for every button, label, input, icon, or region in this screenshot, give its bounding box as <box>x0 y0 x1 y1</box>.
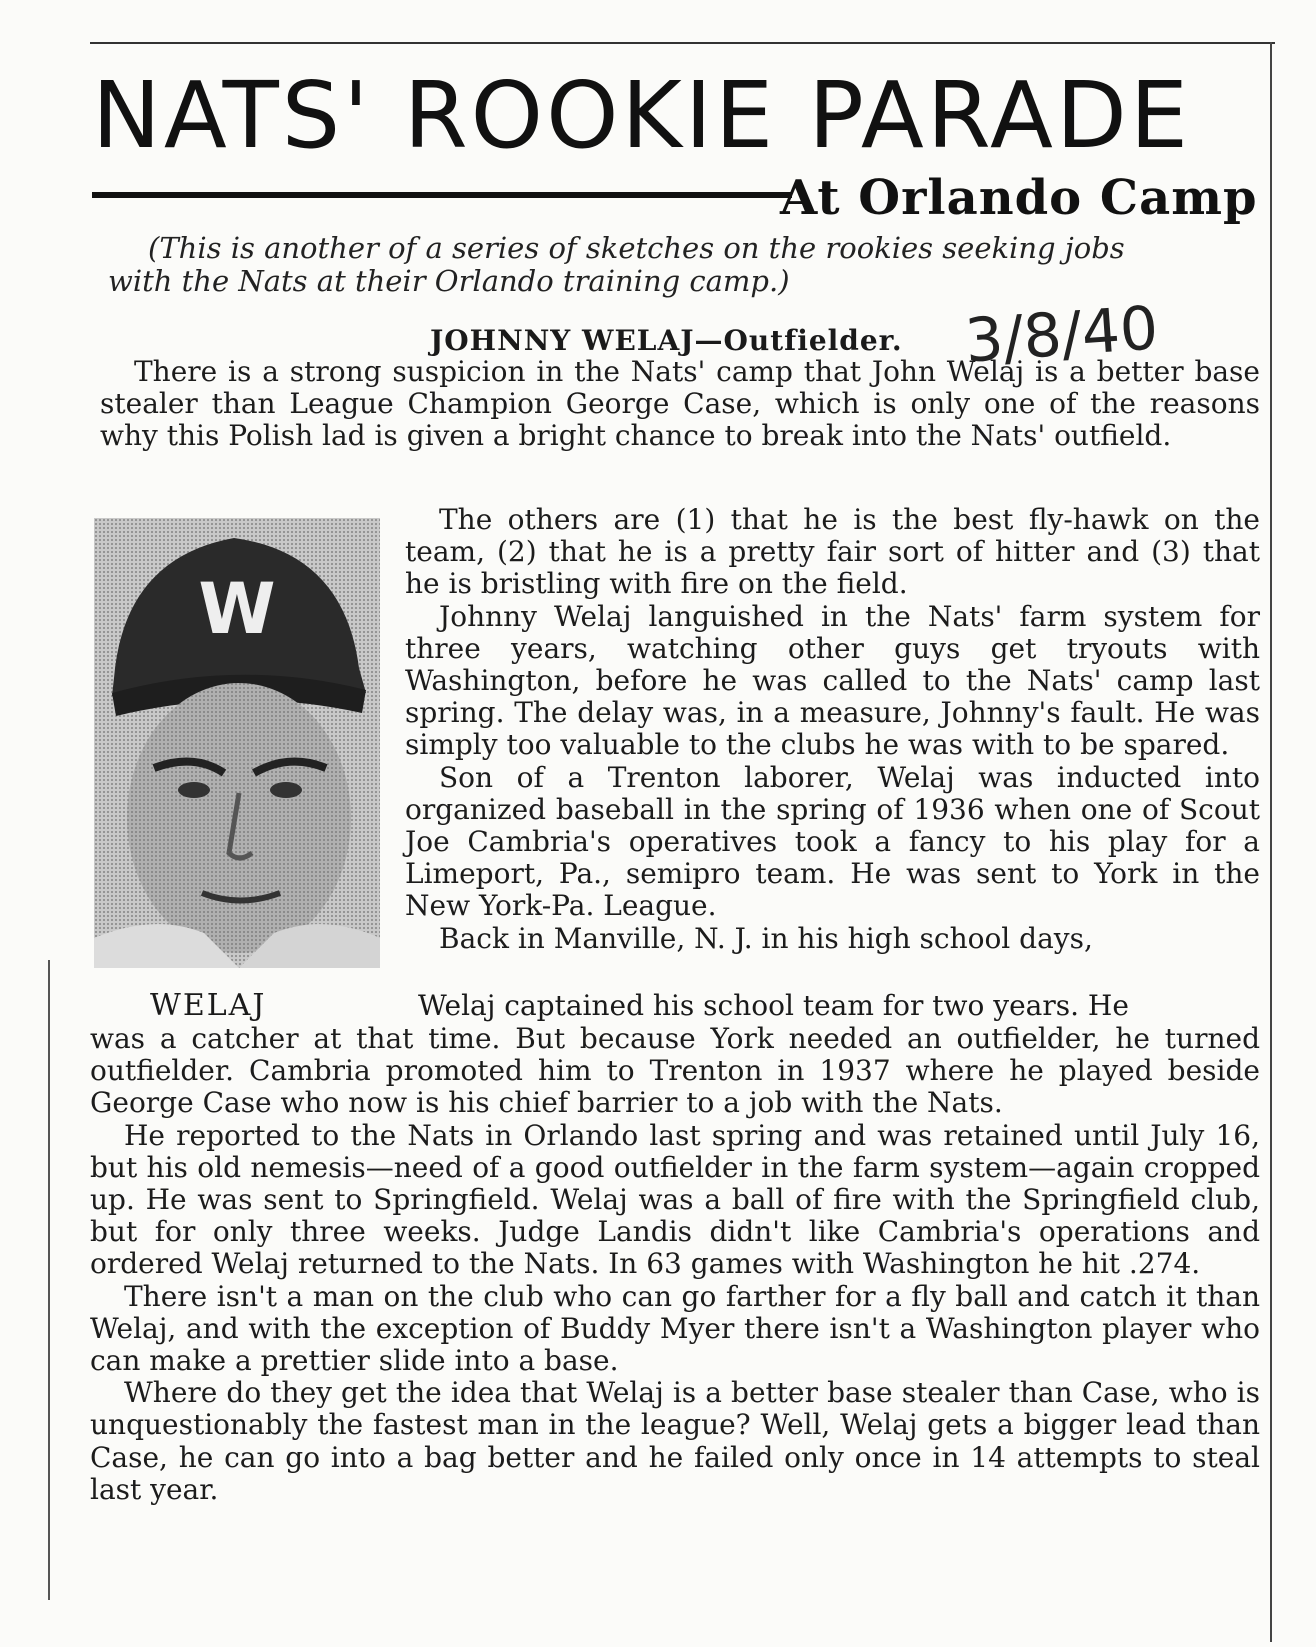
paragraph-6: He reported to the Nats in Orlando last spring and was retained until July 16, but his old nemesis—need of a good outfielder in the farm system—again cropped up. He was sent to Springfield. Welaj was a ball of fire with the Springfield club, but for only three weeks. Judge Landis didn't like Cambria's operations and ordered Welaj returned to the Nats. In 63 games with Washington he hit .274. <box>90 1118 1260 1281</box>
right-border-rule <box>1270 42 1272 1642</box>
headline-rule <box>92 192 792 198</box>
paragraph-5-start: Back in Manville, N. J. in his high school days, <box>439 921 1093 955</box>
byline: JOHNNY WELAJ—Outfielder. <box>430 324 903 357</box>
intro-note <box>108 232 1268 298</box>
handwritten-date: 3/8/40 <box>962 293 1161 377</box>
article-side-column <box>405 504 1260 955</box>
article-body <box>90 1023 1260 1506</box>
svg-text:W: W <box>198 568 276 650</box>
intro-line-1: (This is another of a series of sketches on the rookies seeking jobs <box>148 231 1125 265</box>
subhead: At Orlando Camp <box>780 170 1258 226</box>
article-opening <box>100 356 1260 453</box>
intro-line-2: with the Nats at their Orlando training camp.) <box>108 264 790 298</box>
paragraph-1: There is a strong suspicion in the Nats' camp that John Welaj is a better base stealer than League Champion George Case, which is only one of the reasons why this Polish lad is given a bright chance to break into the Nats' outfield. <box>100 355 1260 453</box>
paragraph-5-line-2: Welaj captained his school team for two years. He <box>418 989 1129 1022</box>
paragraph-3: Johnny Welaj languished in the Nats' farm system for three years, watching other guys get tryouts with Washington, before he was called to the Nats' camp last spring. The delay was, in a measure, Johnny's fault. He was simply too valuable to the clubs he was with to be spared. <box>405 599 1260 762</box>
top-border-rule <box>90 42 1275 44</box>
paragraph-5-rest: was a catcher at that time. But because York needed an outfielder, he turned outfielder. Cambria promoted him to Trenton in 1937 where he played beside George Case who now is his chief barrier to a job with the Nats. <box>90 1022 1260 1120</box>
paragraph-4: Son of a Trenton laborer, Welaj was inducted into organized baseball in the spring of 1936 when one of Scout Joe Cambria's operatives took a fancy to his play for a Limeport, Pa., semipro team. He was sent to York in the New York-Pa. League. <box>405 760 1260 923</box>
paragraph-7: There isn't a man on the club who can go farther for a fly ball and catch it than Welaj, and with the exception of Buddy Myer there isn't a Washington player who can make a prettier slide into a base. <box>90 1279 1260 1378</box>
paragraph-2: The others are (1) that he is the best fly-hawk on the team, (2) that he is a pretty fair sort of hitter and (3) that he is bristling with fire on the field. <box>405 503 1260 601</box>
left-border-rule <box>48 960 50 1600</box>
paragraph-8: Where do they get the idea that Welaj is a better base stealer than Case, who is unquestionably the fastest man in the league? Well, Welaj gets a bigger lead than Case, he can go into a bag better and he failed only once in 14 attempts to steal last year. <box>90 1376 1260 1506</box>
photo-caption: WELAJ <box>150 988 267 1023</box>
player-photo <box>94 518 380 968</box>
headline: NATS' ROOKIE PARADE <box>92 62 1191 169</box>
